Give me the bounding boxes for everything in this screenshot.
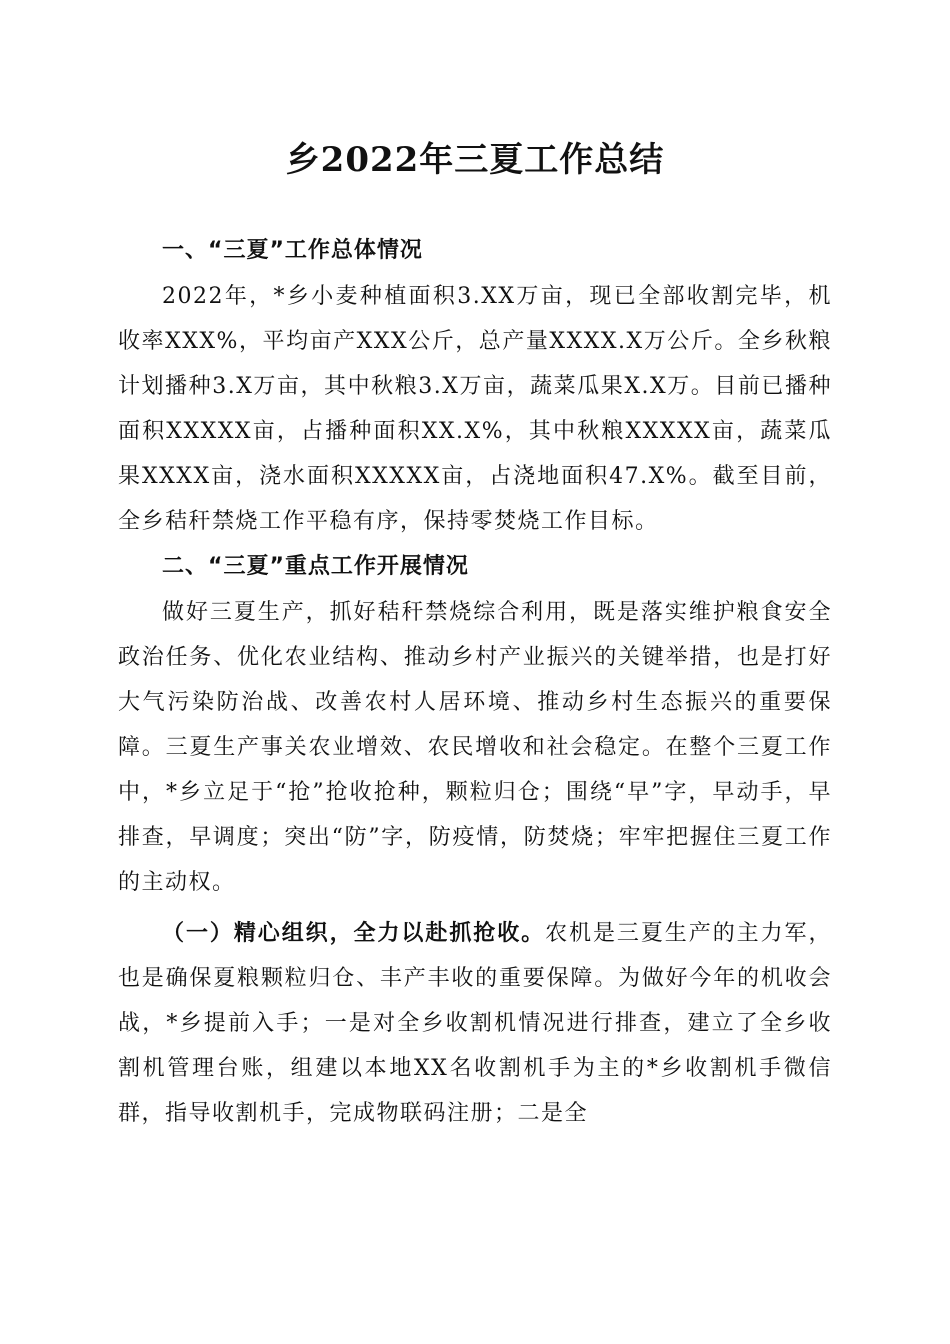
- paragraph-overview: 2022年，*乡小麦种植面积3.XX万亩，现已全部收割完毕，机收率XXX%，平均亩产XXX公斤，总产量XXXX.X万公斤。全乡秋粮计划播种3.X万亩，其中秋粮3.X万亩，蔬菜瓜果X.X万。目前已播种面积XXXXX亩，占播种面积XX.X%，其中秋粮XXXXX亩，蔬菜瓜果XXXX亩，浇水面积XXXXX亩，占浇地面积47.X%。截至目前，全乡秸秆禁烧工作平稳有序，保持零焚烧工作目标。: [118, 284, 832, 534]
- paragraph-subsection-harvest: [118, 911, 832, 1136]
- document-title: 乡2022年三夏工作总结: [285, 140, 665, 180]
- section-heading-key-work: 二、“三夏”重点工作开展情况: [162, 554, 469, 579]
- subsection-lead: （一）精心组织，全力以赴抓抢收。: [162, 921, 546, 946]
- subsection-text: 农机是三夏生产的主力军，也是确保夏粮颗粒归仓、丰产丰收的重要保障。为做好今年的机收会战，*乡提前入手；一是对全乡收割机情况进行排查，建立了全乡收割机管理台账，组建以本地XX名收割机手为主的*乡收割机手微信群，指导收割机手，完成物联码注册；二是全: [118, 921, 832, 1126]
- paragraph-key-work: 做好三夏生产，抓好秸秆禁烧综合利用，既是落实维护粮食安全政治任务、优化农业结构、推动乡村产业振兴的关键举措，也是打好大气污染防治战、改善农村人居环境、推动乡村生态振兴的重要保障。三夏生产事关农业增效、农民增收和社会稳定。在整个三夏工作中，*乡立足于“抢”抢收抢种，颗粒归仓；围绕“早”字，早动手，早排查，早调度；突出“防”字，防疫情，防焚烧；牢牢把握住三夏工作的主动权。: [118, 600, 832, 895]
- document-body: [118, 228, 832, 1136]
- section-heading-overview: 一、“三夏”工作总体情况: [162, 238, 423, 263]
